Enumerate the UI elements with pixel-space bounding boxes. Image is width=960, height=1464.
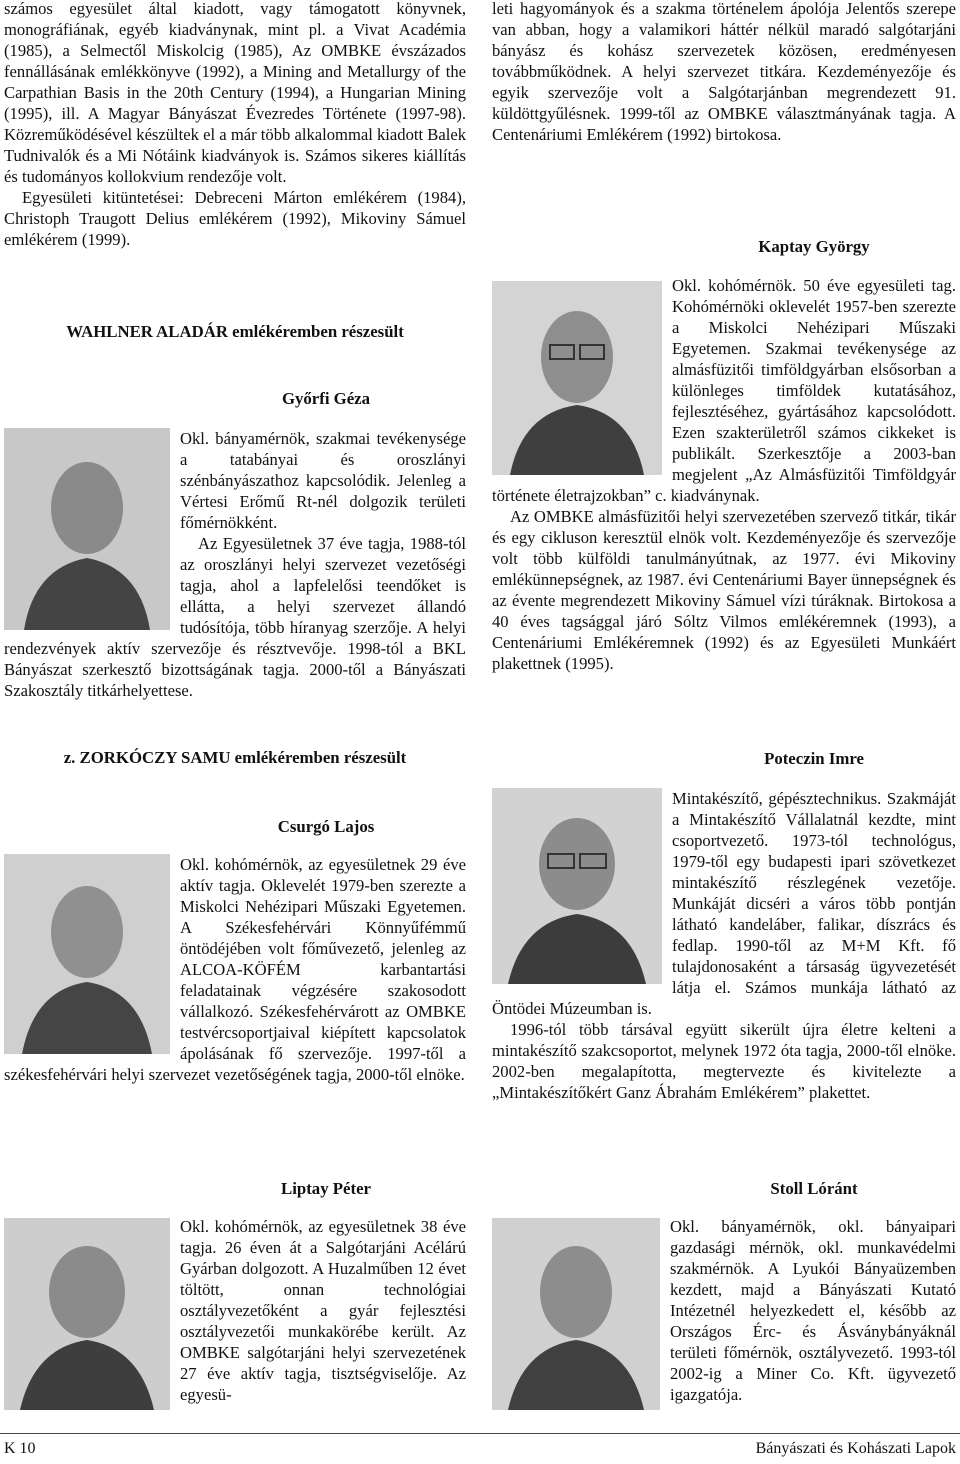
award-heading-zorkoczy: z. ZORKÓCZY SAMU emlékéremben részesült [63,748,407,767]
person-name-liptay: Liptay Péter [281,1179,371,1198]
person-name-csurgo: Csurgó Lajos [277,817,375,836]
kaptay-para2: Az OMBKE almásfüzitői helyi szervezetében szervező titkár, tikár és egy cikluson keresztül elnök volt. Kezdeményezője és szervezője volt több külföldi tanulmányútnak, az 1977. évi Mikoviny emlékünnepségnek, az 1987. évi Centenáriumi Bayer ünnepségnek és az évente megrendezett Mikoviny Sámuel vízi túráknak. Birtokosa a 40 éves tagsággal járó Sóltz Vilmos emlékéremnek (1993), a Centenáriumi Emlékéremnek (1992) és az Egyesületi Munkáért plakettnek (1995). [492,507,956,673]
poteczin-text [492,788,956,1103]
csurgo-para1: Okl. kohómérnök, az egyesületnek 29 éve aktív tagja. Oklevelét 1979-ben szerezte a Miskolci Nehézipari Műszaki Egyetemen. A Székesfehérvári Könnyűfémmű öntödéjében volt főművezető, jelenleg az ALCOA-KÖFÉM karbantartási feladatainak végzésére szakosodott vállalkozó. Székesfehérvárott az OMBKE testvércsoportjaival kiépített kapcsolatok ápolásának fő szervezője. 1997-től a székesfehérvári helyi szervezet vezetőségének tagja, 2000-től elnöke. [4,855,466,1084]
portrait-kaptay-image [492,281,662,475]
kaptay-para1: Okl. kohómérnök. 50 éve egyesületi tag. Kohómérnöki oklevelét 1957-ben szerezte a Miskolci Nehézipari Műszaki Egyetemen. Szakmai tevékenysége az almásfüzitői timföldgyárban elsősorban a különleges timföldek kutatásához, fejlesztéséhez, gyártásához kapcsolódott. Ezen szakterületről számos cikkeket is publikált. Szerkesztője a 2003-ban megjelent „Az Almásfüzitői Timföldgyár története életrajzokban” c. kiadványnak. [492,276,956,505]
right-top-text [492,0,956,145]
portrait-gyorfi-image [4,428,170,630]
person-name-kaptay: Kaptay György [758,237,870,256]
award-heading-wahlner: WAHLNER ALADÁR emlékéremben részesült [66,322,404,341]
poteczin-para1: Mintakészítő, gépésztechnikus. Szakmáját a Mintakészítő Vállalatnál kezdte, mint csoportvezető. 1973-tól technológus, 1979-től egy budapesti ipari szövetkezet mintakészítő részlegének vezetője. Munkáját dicséri a város több pontján látható kandeláber, falikar, díszrács és fedlap. 1990-től az M+M Kft. fő tulajdonosaként a társaság ügyvezetését látja el. Számos munkája látható az Öntödei Múzeumban is. [492,789,956,1018]
liptay-text [4,1216,466,1414]
stoll-text [492,1216,956,1414]
right-top-para1: leti hagyományok és a szakma történelem ápolója Jelentős szerepe van abban, hogy a valamikori háttér nélkül maradó salgótarjáni bányász és kohász szervezetek közösen, eredményesen továbbműködnek. A helyi szervezet titkára. Kezdeményezője és egyik szervezője volt a Salgótarjánban megrendezett 91. küldöttgyűlésnek. 1999-től az OMBKE választmányának tagja. A Centenáriumi Emlékérem (1992) birtokosa. [492,0,956,144]
left-top-para2: Egyesületi kitüntetései: Debreceni Márton emlékérem (1984), Christoph Traugott Delius emlékérem (1992), Mikoviny Sámuel emlékérem (1999). [4,188,466,249]
portrait-poteczin [492,788,662,984]
left-top-text [4,0,466,250]
portrait-stoll [492,1218,660,1410]
csurgo-text [4,854,466,1085]
left-top-para1: számos egyesület által kiadott, vagy támogatott könyvnek, monográfiának, egyéb kiadványnak, mint pl. a Vivat Académia (1985), a Selmectől Miskolcig (1985), Az OMBKE évszázados fennállásának emlékkönyve (1992), a Mining and Metallurgy of the Carpathian Basis in the 20th Century (1994), a Hungarian Mining (1995), ill. A Magyar Bányászat Évezredes Története (1997-98). Közreműködésével készültek el a már több alkalommal kiadott Balek Tudnivalók és a Mi Nótáink kiadványok is. Számos sikeres kiállítás és tudományos kollokvium rendezője volt. [4,0,466,186]
gyorfi-para2: Az Egyesületnek 37 éve tagja, 1988-tól az oroszlányi helyi szervezet vezetőségi tagja, ahol a lapfelelősi teendőket is ellátta, a helyi szervezet állandó tudósítója, több híranyag szerzője. A helyi rendezvények aktív szervezője és résztvevője. 1998-tól a BKL Bányászat szerkesztő bizottságának tagja. 2000-től a Bányászati Szakosztály titkárhelyettese. [4,534,466,700]
person-name-gyorfi: Győrfi Géza [281,389,371,408]
portrait-csurgo-image [4,854,170,1054]
journal-title: Bányászati és Kohászati Lapok [755,1440,956,1457]
portrait-gyorfi [4,428,170,630]
portrait-liptay [4,1218,170,1410]
liptay-para1: Okl. kohómérnök, az egyesületnek 38 éve tagja. 26 éven át a Salgótarjáni Acélárú Gyárban dolgozott. A Huzalműben 12 évet töltött, onnan technológiai osztályvezetőként a gyár fejlesztési osztályvezetői munkakörébe került. Az OMBKE salgótarjáni helyi szervezetének 27 éve aktív tagja, tisztségviselője. Az egyesü- [180,1217,466,1404]
footer-rule [0,1433,960,1434]
poteczin-para2: 1996-tól több társával együtt sikerült újra életre kelteni a mintakészítő szakcsoportot, melynek 1972 óta tagja, 2000-től elnöke. 2002-ben megalapította, megtervezte és kivitelezte a „Mintakészítőkért Ganz Ábrahám Emlékérem” plakettet. [492,1020,956,1102]
portrait-liptay-image [4,1218,170,1410]
person-name-poteczin: Poteczin Imre [764,749,864,768]
stoll-para1: Okl. bányamérnök, okl. bányaipari gazdasági mérnök, okl. munkavédelmi szakmérnök. A Lyukói Bányaüzemben kezdett, majd a Bányászati Kutató Intézetnél helyezkedett el, később az Országos Érc- és Ásványbányáknál területi főmérnök, osztályvezető. 1993-tól 2002-ig a Miner Co. Kft. ügyvezető igazgatója. [670,1217,956,1404]
portrait-csurgo [4,854,170,1054]
page-number: K 10 [4,1440,36,1457]
gyorfi-text [4,428,466,701]
person-name-stoll: Stoll Lóránt [770,1179,858,1198]
portrait-stoll-image [492,1218,660,1410]
gyorfi-para1: Okl. bányamérnök, szakmai tevékenysége a tatabányai és oroszlányi szénbányászathoz kapcsolódik. Jelenleg a Vértesi Erőmű Rt-nél dolgozik területi főmérnökként. [180,429,466,532]
kaptay-text [492,275,956,674]
portrait-poteczin-image [492,788,662,984]
portrait-kaptay [492,281,662,475]
